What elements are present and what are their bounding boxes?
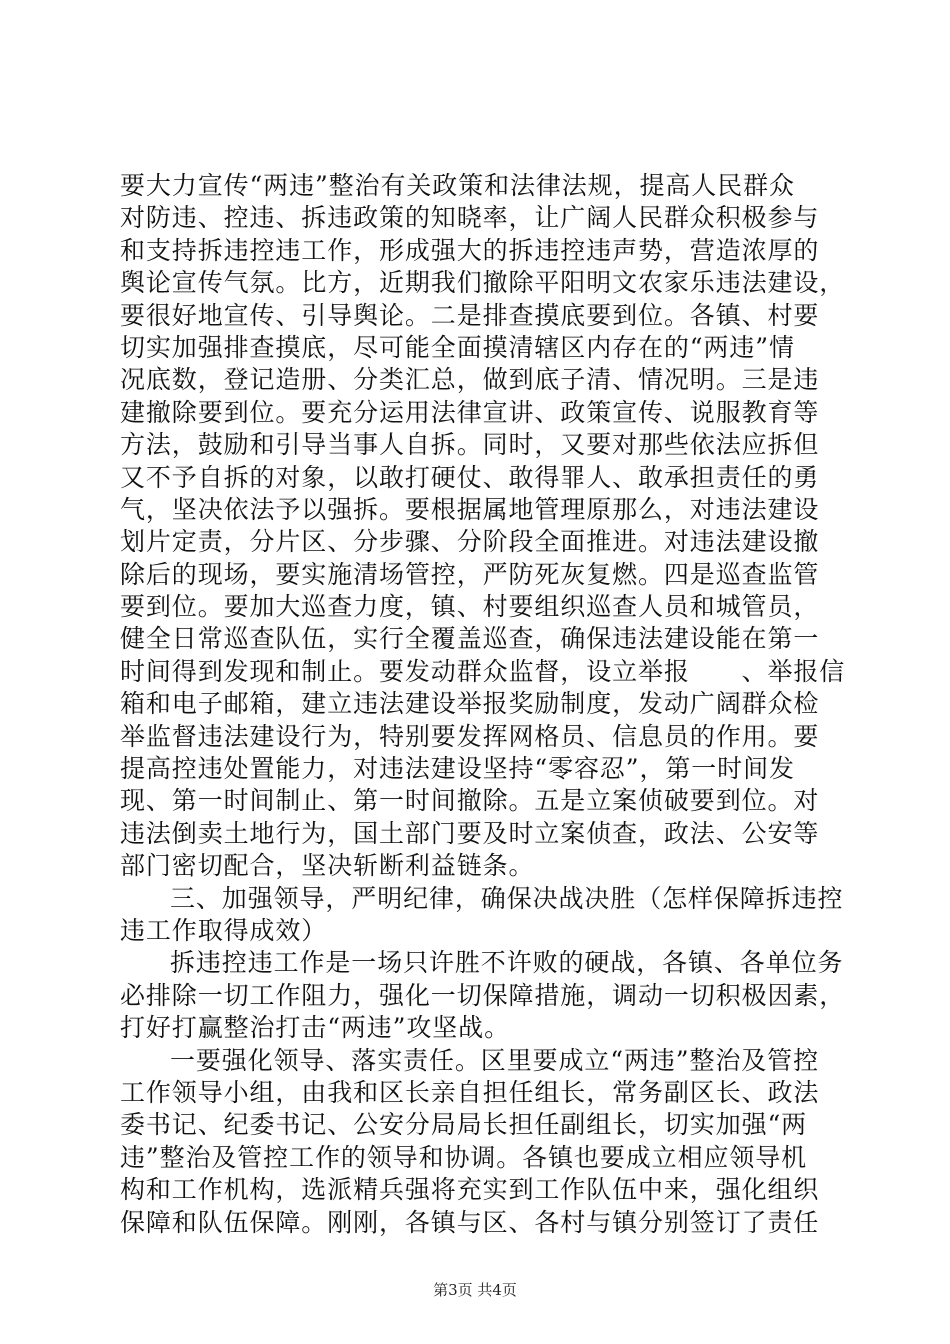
paragraph-line: 必排除一切工作阻力，强化一切保障措施，调动一切积极因素，	[120, 980, 846, 1010]
text-line: 建撤除要到位。要充分运用法律宣讲、政策宣传、说服教育等	[120, 397, 820, 427]
text-line: 除后的现场，要实施清场管控，严防死灰复燃。四是巡查监管	[120, 559, 820, 589]
text-line: 部门密切配合，坚决斩断利益链条。	[120, 851, 535, 881]
page-number-footer: 第3页 共4页	[433, 1281, 517, 1299]
text-line: 要很好地宣传、引导舆论。二是排查摸底要到位。各镇、村要	[120, 300, 820, 330]
paragraph-line: 保障和队伍保障。刚刚，各镇与区、各村与镇分别签订了责任	[120, 1207, 820, 1237]
text-line: 时间得到发现和制止。要发动群众监督，设立举报 、举报信	[120, 656, 846, 686]
text-line: 舆论宣传气氛。比方，近期我们撤除平阳明文农家乐违法建设，	[120, 268, 846, 298]
text-line: 划片定责，分片区、分步骤、分阶段全面推进。对违法建设撤	[120, 527, 820, 557]
text-line: 切实加强排查摸底，尽可能全面摸清辖区内存在的“两违”情	[120, 332, 795, 362]
text-line: 又不予自拆的对象，以敢打硬仗、敢得罪人、敢承担责任的勇	[120, 462, 820, 492]
paragraph-line: 打好打赢整治打击“两违”攻坚战。	[120, 1013, 510, 1043]
text-line: 和支持拆违控违工作，形成强大的拆违控违声势，营造浓厚的	[120, 235, 820, 265]
text-line: 要到位。要加大巡查力度，镇、村要组织巡查人员和城管员，	[120, 592, 820, 622]
text-line: 气，坚决依法予以强拆。要根据属地管理原那么，对违法建设	[120, 494, 820, 524]
text-line: 箱和电子邮箱，建立违法建设举报奖励制度，发动广阔群众检	[120, 689, 820, 719]
paragraph-line: 一要强化领导、落实责任。区里要成立“两违”整治及管控	[170, 1045, 819, 1075]
text-line: 要大力宣传“两违”整治有关政策和法律法规，提高人民群众	[120, 171, 795, 200]
text-line: 提高控违处置能力，对违法建设坚持“零容忍”，第一时间发	[120, 754, 795, 784]
paragraph-line: 委书记、纪委书记、公安分局局长担任副组长，切实加强“两	[120, 1110, 808, 1140]
paragraph-line: 违”整治及管控工作的领导和协调。各镇也要成立相应领导机	[120, 1142, 808, 1172]
section-heading-continued: 违工作取得成效）	[120, 915, 328, 945]
text-line: 举监督违法建设行为，特别要发挥网格员、信息员的作用。要	[120, 721, 820, 751]
paragraph-line: 拆违控违工作是一场只许胜不许败的硬战，各镇、各单位务	[170, 948, 844, 978]
text-line: 现、第一时间制止、第一时间撤除。五是立案侦破要到位。对	[120, 786, 820, 816]
text-line: 健全日常巡查队伍，实行全覆盖巡查，确保违法建设能在第一	[120, 624, 820, 654]
text-line: 方法，鼓励和引导当事人自拆。同时，又要对那些依法应拆但	[120, 430, 820, 460]
section-heading: 三、加强领导，严明纪律，确保决战决胜（怎样保障拆违控	[170, 883, 844, 913]
body-text	[120, 170, 846, 1239]
text-line: 对防违、控违、拆违政策的知晓率，让广阔人民群众积极参与	[120, 203, 820, 233]
text-line: 违法倒卖土地行为，国土部门要及时立案侦查，政法、公安等	[120, 818, 820, 848]
paragraph-line: 工作领导小组，由我和区长亲自担任组长，常务副区长、政法	[120, 1077, 820, 1107]
text-line: 况底数，登记造册、分类汇总，做到底子清、情况明。三是违	[120, 365, 820, 395]
paragraph-line: 构和工作机构，选派精兵强将充实到工作队伍中来，强化组织	[120, 1175, 820, 1205]
